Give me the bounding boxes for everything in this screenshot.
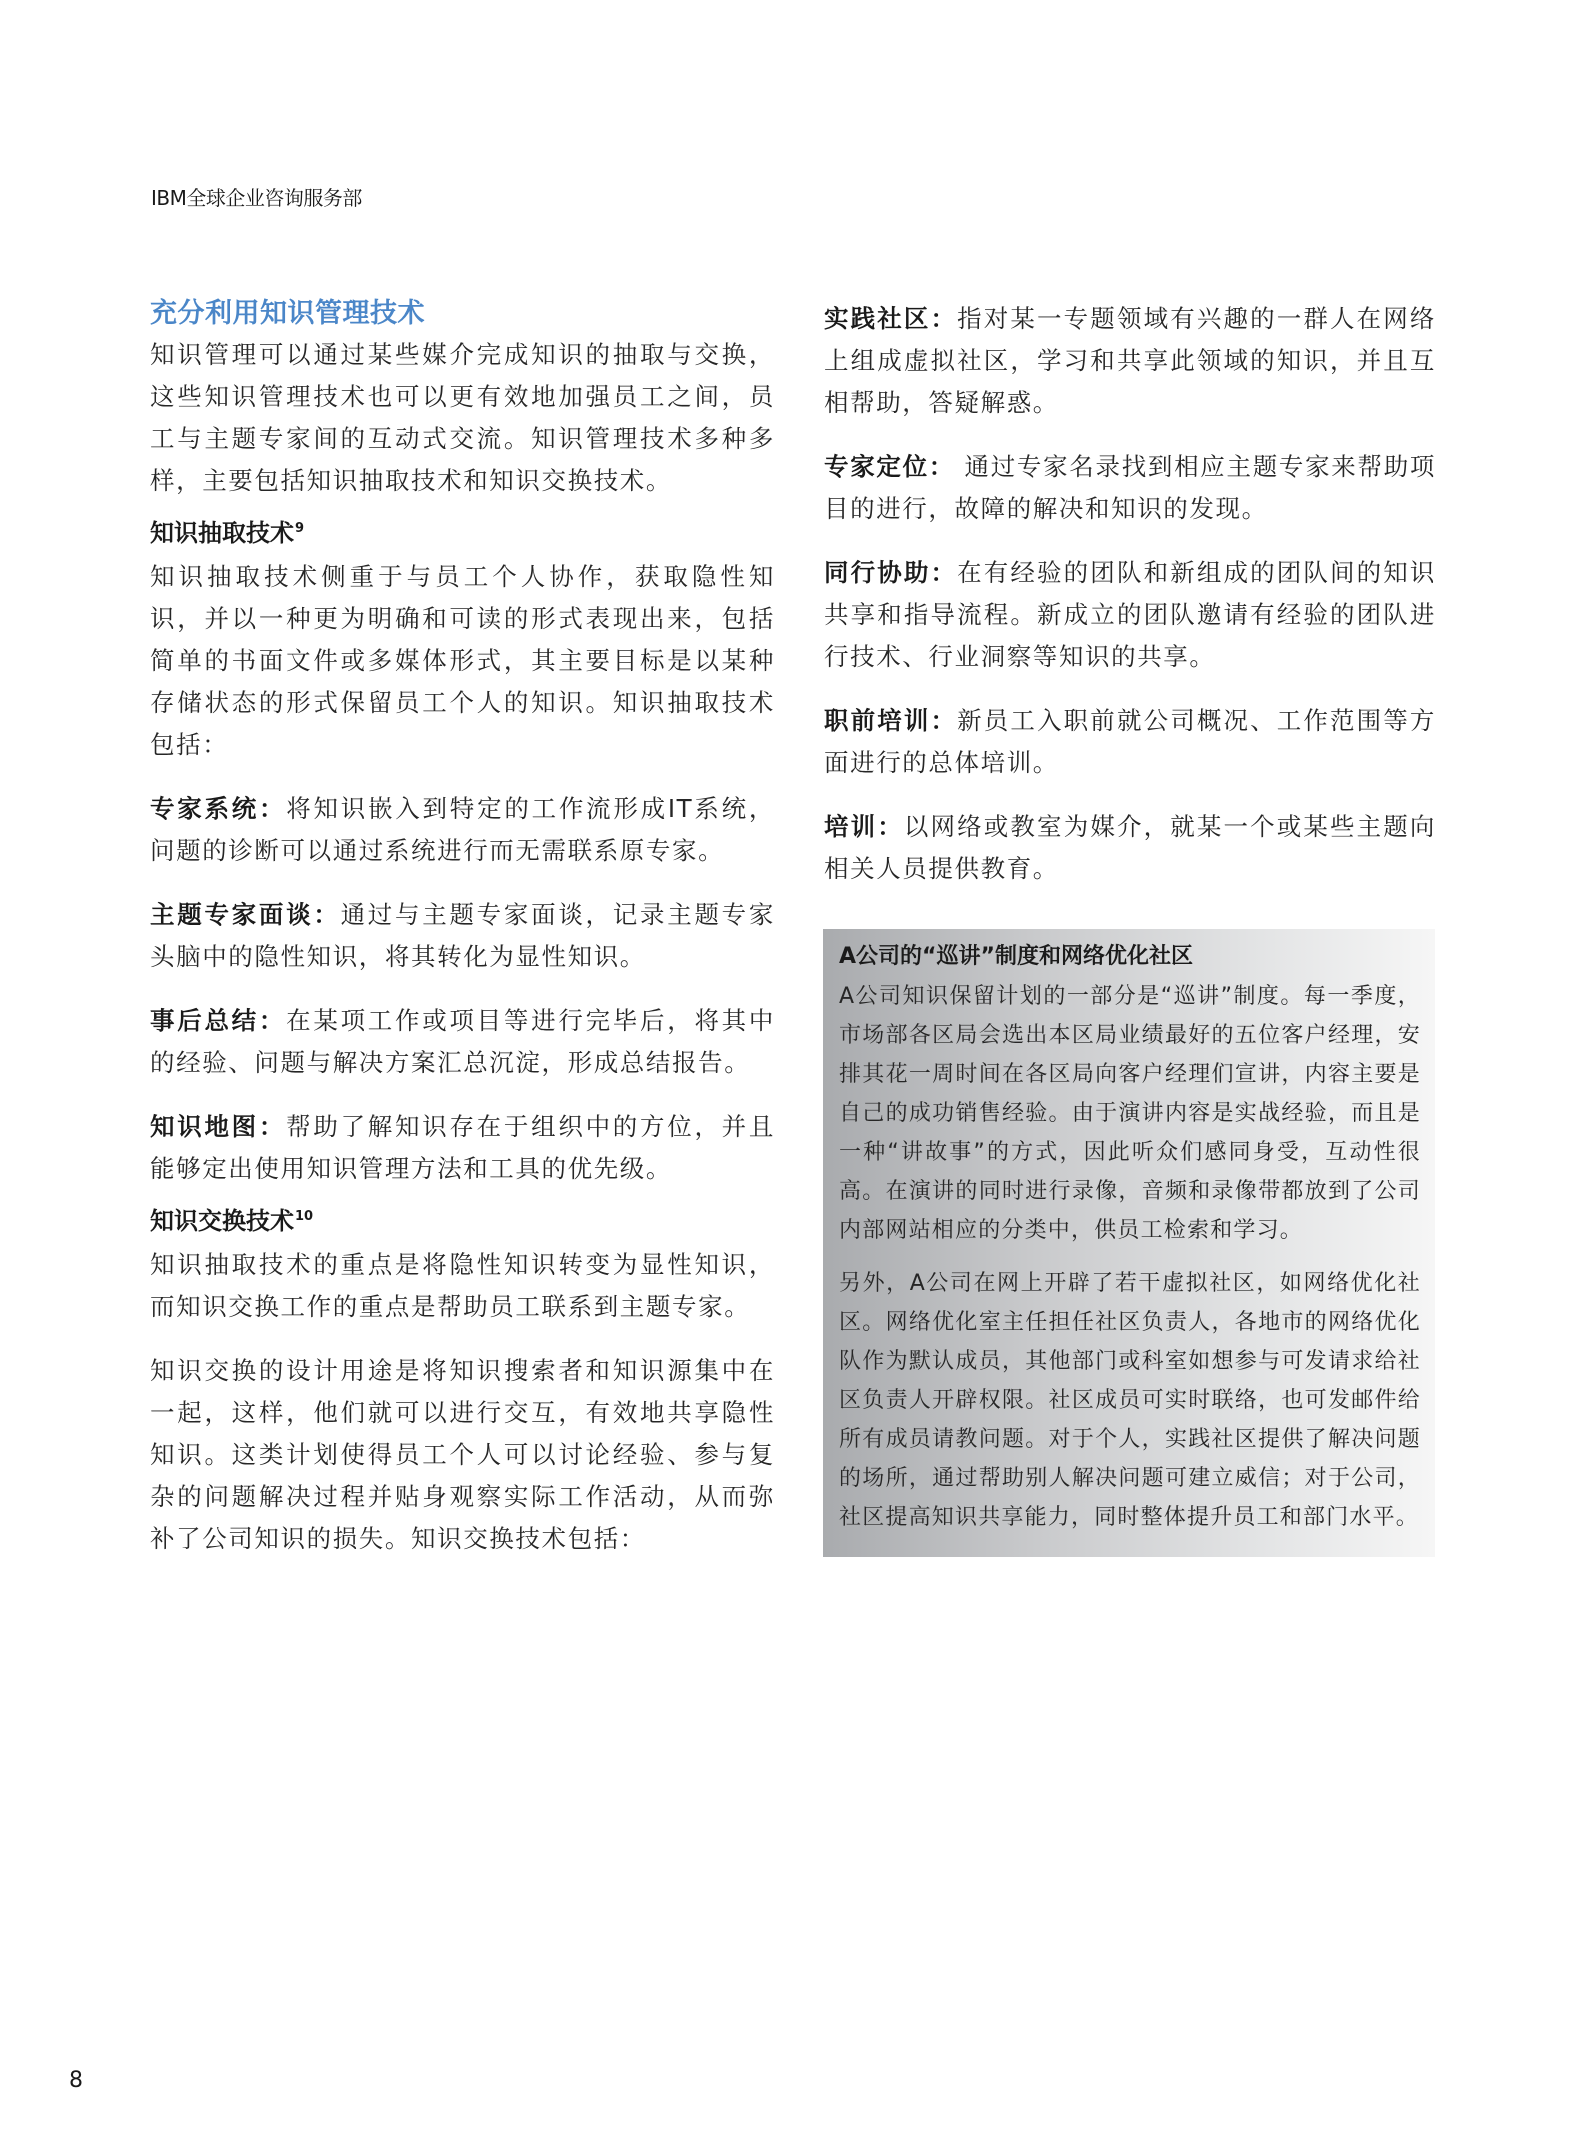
term-label: 专家系统： [150,794,287,823]
section-title: 充分利用知识管理技术 [150,298,425,329]
term-text: 通过专家名录找到相应主题专家来帮助项目的进行，故障的解决和知识的发现。 [824,452,1437,523]
case-study-sidebar [823,929,1435,1557]
term-text: 在有经验的团队和新组成的团队间的知识共享和指导流程。新成立的团队邀请有经验的团队进行技术、行业洞察等知识的共享。 [824,558,1436,671]
term-text: 将知识嵌入到特定的工作流形成IT系统，问题的诊断可以通过系统进行而无需联系原专家。 [150,794,776,865]
sidebar-title: A公司的“巡讲”制度和网络优化社区 [839,944,1193,969]
exchange-body-2: 知识交换的设计用途是将知识搜索者和知识源集中在一起，这样，他们就可以进行交互，有效地共享隐性知识。这类计划使得员工个人可以讨论经验、参与复杂的问题解决过程并贴身观察实际工作活动，从而弥补了公司知识的损失。知识交换技术包括： [150,1356,775,1553]
term-label: 主题专家面谈： [150,900,341,929]
term-community-of-practice [824,298,1436,424]
term-label: 实践社区： [824,304,958,333]
sidebar-paragraph-1: A公司知识保留计划的一部分是“巡讲”制度。每一季度，市场部各区局会选出本区局业绩最好的五位客户经理，安排其花一周时间在各区局向客户经理们宣讲，内容主要是自己的成功销售经验。由于演讲内容是实战经验，而且是一种“讲故事”的方式，因此听众们感同身受，互动性很高。在演讲的同时进行录像，音频和录像带都放到了公司内部网站相应的分类中，供员工检索和学习。 [839,984,1421,1243]
exchange-body-1: 知识抽取技术的重点是将隐性知识转变为显性知识，而知识交换工作的重点是帮助员工联系到主题专家。 [150,1250,775,1321]
footnote-marker: 9 [295,521,305,536]
exchange-heading [150,1204,775,1238]
extraction-body: 知识抽取技术侧重于与员工个人协作，获取隐性知识，并以一种更为明确和可读的形式表现出来，包括简单的书面文件或多媒体形式，其主要目标是以某种存储状态的形式保留员工个人的知识。知识抽取技术包括： [150,562,775,759]
term-label: 培训： [824,812,904,841]
intro-paragraph: 知识管理可以通过某些媒介完成知识的抽取与交换，这些知识管理技术也可以更有效地加强员工之间，员工与主题专家间的互动式交流。知识管理技术多种多样，主要包括知识抽取技术和知识交换技术。 [150,340,775,495]
term-label: 同行协助： [824,558,958,587]
term-label: 知识地图： [150,1112,287,1141]
term-text: 新员工入职前就公司概况、工作范围等方面进行的总体培训。 [824,706,1436,777]
footnote-marker: 10 [295,1209,314,1224]
term-text: 指对某一专题领域有兴趣的一群人在网络上组成虚拟社区，学习和共享此领域的知识，并且互相帮助，答疑解惑。 [824,304,1436,417]
term-onboarding-training [824,700,1436,784]
page-number: 8 [69,2068,83,2093]
left-column [150,296,775,1560]
term-expert-system [150,788,775,872]
term-text: 以网络或教室为媒介，就某一个或某些主题向相关人员提供教育。 [824,812,1436,883]
term-knowledge-map [150,1106,775,1190]
term-text: 帮助了解知识存在于组织中的方位，并且能够定出使用知识管理方法和工具的优先级。 [150,1112,775,1183]
term-label: 职前培训： [824,706,958,735]
term-after-action-review [150,1000,775,1084]
term-label: 专家定位： [824,452,956,481]
term-sme-interview [150,894,775,978]
running-header: IBM全球企业咨询服务部 [151,186,362,210]
term-expert-locator [824,446,1436,530]
right-column [824,298,1436,890]
term-text: 在某项工作或项目等进行完毕后，将其中的经验、问题与解决方案汇总沉淀，形成总结报告。 [150,1006,775,1077]
sidebar-paragraph-2: 另外，A公司在网上开辟了若干虚拟社区，如网络优化社区。网络优化室主任担任社区负责人，各地市的网络优化队作为默认成员，其他部门或科室如想参与可发请求给社区负责人开辟权限。社区成员可实时联络，也可发邮件给所有成员请教问题。对于个人，实践社区提供了解决问题的场所，通过帮助别人解决问题可建立威信；对于公司，社区提高知识共享能力，同时整体提升员工和部门水平。 [839,1271,1421,1530]
extraction-heading [150,516,775,550]
term-text: 通过与主题专家面谈，记录主题专家头脑中的隐性知识，将其转化为显性知识。 [150,900,775,971]
exchange-heading-text: 知识交换技术 [150,1207,294,1235]
term-label: 事后总结： [150,1006,287,1035]
extraction-heading-text: 知识抽取技术 [150,519,294,547]
term-training [824,806,1436,890]
term-peer-assist [824,552,1436,678]
